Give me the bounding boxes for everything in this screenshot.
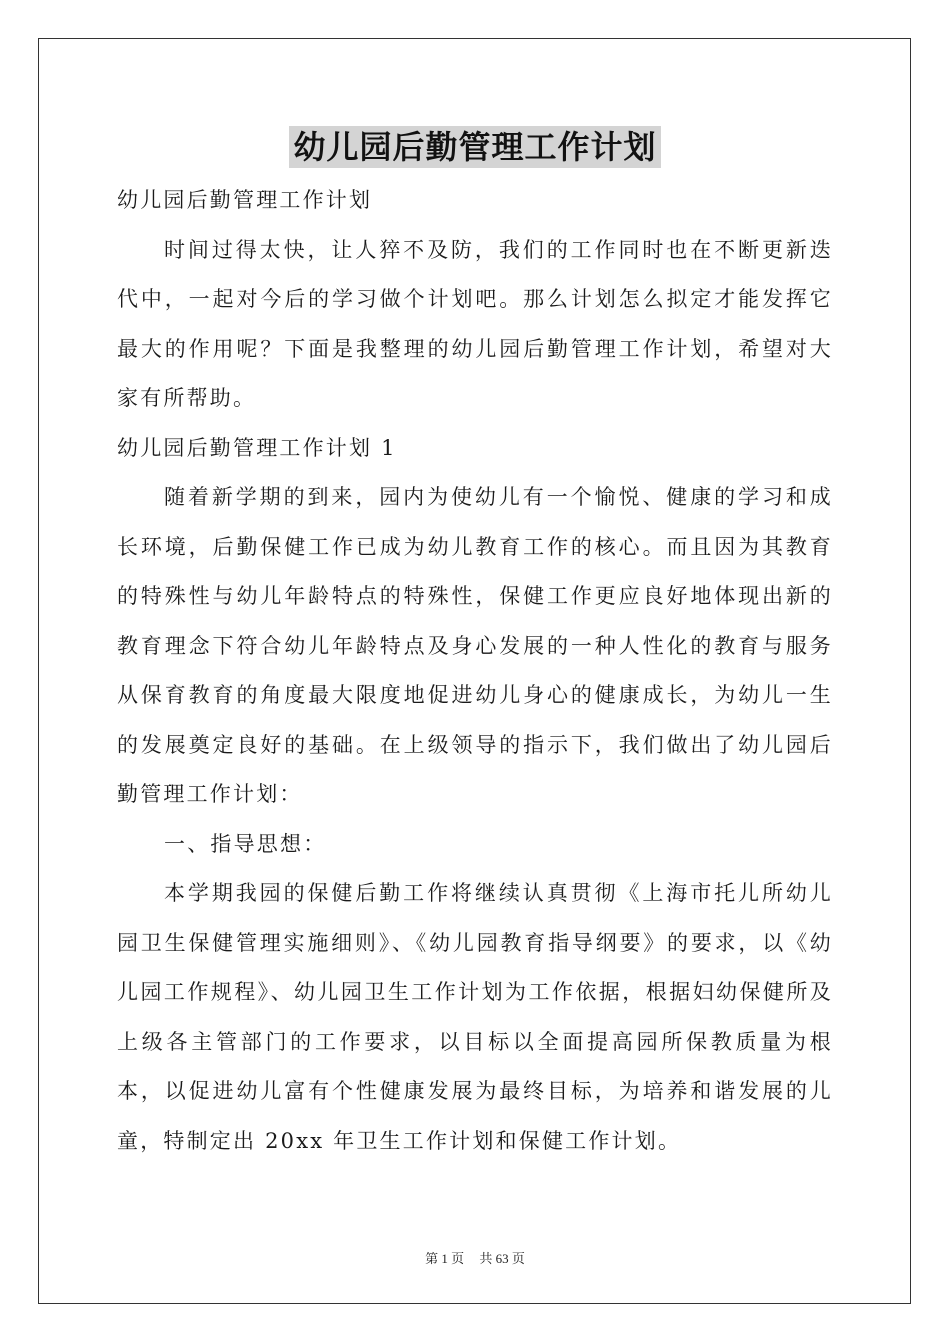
title-wrap [0, 126, 950, 168]
document-body [117, 176, 833, 1166]
page-number: 第 1 页 [425, 1251, 465, 1266]
paragraph: 幼儿园后勤管理工作计划 [117, 188, 373, 212]
paragraph: 本学期我园的保健后勤工作将继续认真贯彻《上海市托儿所幼儿园卫生保健管理实施细则》、《幼儿园教育指导纲要》的要求，以《幼儿园工作规程》、幼儿园卫生工作计划为工作依据，根据妇幼保健所及上级各主管部门的工作要求，以目标以全面提高园所保教质量为根本，以促进幼儿富有个性健康发展为最终目标，为培养和谐发展的儿童，特制定出 20xx 年卫生工作计划和保健工作计划。 [117, 881, 833, 1153]
paragraph: 随着新学期的到来，园内为使幼儿有一个愉悦、健康的学习和成长环境，后勤保健工作已成为幼儿教育工作的核心。而且因为其教育的特殊性与幼儿年龄特点的特殊性，保健工作更应良好地体现出新的教育理念下符合幼儿年龄特点及身心发展的一种人性化的教育与服务从保育教育的角度最大限度地促进幼儿身心的健康成长，为幼儿一生的发展奠定良好的基础。在上级领导的指示下，我们做出了幼儿园后勤管理工作计划： [117, 485, 833, 806]
paragraph: 时间过得太快，让人猝不及防，我们的工作同时也在不断更新迭代中，一起对今后的学习做个计划吧。那么计划怎么拟定才能发挥它最大的作用呢？下面是我整理的幼儿园后勤管理工作计划，希望对大家有所帮助。 [117, 237, 833, 410]
page-total: 共 63 页 [479, 1251, 525, 1266]
paragraph: 一、指导思想： [164, 831, 327, 856]
paragraph: 幼儿园后勤管理工作计划 1 [117, 435, 397, 460]
document-title: 幼儿园后勤管理工作计划 [289, 126, 660, 168]
page-footer [0, 1248, 950, 1267]
